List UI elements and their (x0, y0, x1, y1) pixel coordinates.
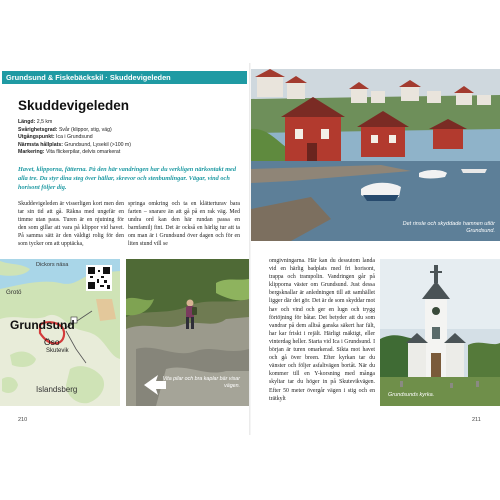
map-graphic (0, 259, 120, 406)
fact-key: Längd: (18, 119, 36, 125)
fact-length (18, 119, 240, 127)
fact-value: 2,5 km (35, 119, 53, 125)
trail-map (0, 259, 120, 406)
intro-paragraph: Havet, klipporna, fätterna. På den här vandringen har du verkligen närkontakt med alla tre. Du styr dina steg över hällar, skrevor och stenbumlingar. Vägar, vind och horisont följer dig. (18, 166, 236, 191)
map-label: Skutevik (46, 348, 69, 354)
right-page (251, 63, 500, 435)
fact-stop (18, 142, 240, 150)
body-column-2: springa omkring och ta en klätterturav bara farten – snarare än att gå på en rak väg. Med undra ord kan den här rundan passa en barnfamilj fint. Det är också en härlig tur att ta om man är i Grundsund över dagen och för en liten stund vill se (128, 201, 240, 248)
body-column-1: Skuddevigeleden är visserligen kort men den tar sin tid att gå. Räkna med ungefär en timme utan paus. Turen är en njutning för den som gillar att vara på klippor vid havet. På samma sätt är den väldigt rolig för den som tycker om att upptäcka, (18, 201, 124, 248)
body-column-3: omgivningarna. Här kan du dessutom landa vid en härlig badplats med fri horisont, trappa och trampolin. Vandringen går på klipporna väster om Grundsund. Just dessa bergsknallar är anledningen till att samhället ligger där det gör. Det är de som skyddar mot hav och vind och ger en lugn och trygg förtöjning för båtar. Det betyder att du som vandrar på dem alltså ganska säkert har fält, har kar friskt i rejält. Härligt mäktigt, eller vinterdag heller. Starta vid Ica i Grundsund. I början är turen omarkerad. Sikta mot havet och gå över breen. Efter kyrkan tar du vänster och följer asfaltvägen bortåt. När du kommer till en Y-korsning med många skyltar tar du höger in på Skutevikvägen. Efter 50 meter övergår vägen i stig och en trätkylt (269, 258, 375, 402)
photo-graphic (380, 259, 500, 406)
map-label: Öso (44, 337, 60, 347)
page-number-left: 210 (18, 417, 28, 423)
left-page (0, 63, 249, 435)
map-label: Islandsberg (36, 385, 78, 394)
fact-value: Ica i Grundsund (54, 134, 93, 141)
page-title: Skuddevigeleden (18, 98, 130, 113)
fact-marking (18, 149, 240, 157)
qr-code (86, 265, 112, 291)
rock-caption: Vita pilar och bra kaplar bär visar vägen. (162, 376, 240, 389)
map-label: Grundsund (10, 318, 75, 332)
fact-key: Markering: (18, 149, 45, 156)
page-number-right: 211 (472, 417, 481, 423)
book-spread (0, 63, 500, 435)
map-label: Dickors näsa (36, 262, 69, 268)
photo-hiker-rocks (126, 259, 249, 406)
trail-facts (18, 119, 240, 157)
fact-value: Vita flickerpilar, delvis omarkerat (44, 149, 121, 156)
fact-value: Svår (klippor, stig, väg) (57, 126, 112, 133)
fact-start (18, 134, 240, 142)
fact-key: Svårighetsgrad: (18, 126, 58, 133)
section-banner: Grundsund & Fiskebäckskil · Skuddevigeleden (2, 71, 247, 84)
fact-key: Närmsta hållplats: (18, 141, 63, 148)
fact-key: Utgångspunkt: (18, 134, 55, 141)
harbor-caption: Det rinsle och skyddade hamnen utlör Grundsund. (402, 221, 495, 234)
fact-value: Grundsund, Lysekil (>100 m) (62, 141, 131, 148)
photo-church (380, 259, 500, 406)
photo-harbor (251, 69, 500, 241)
map-label: Grotö (6, 289, 22, 296)
photo-graphic (251, 69, 500, 241)
church-caption: Grundsunds kyrka. (388, 392, 435, 398)
